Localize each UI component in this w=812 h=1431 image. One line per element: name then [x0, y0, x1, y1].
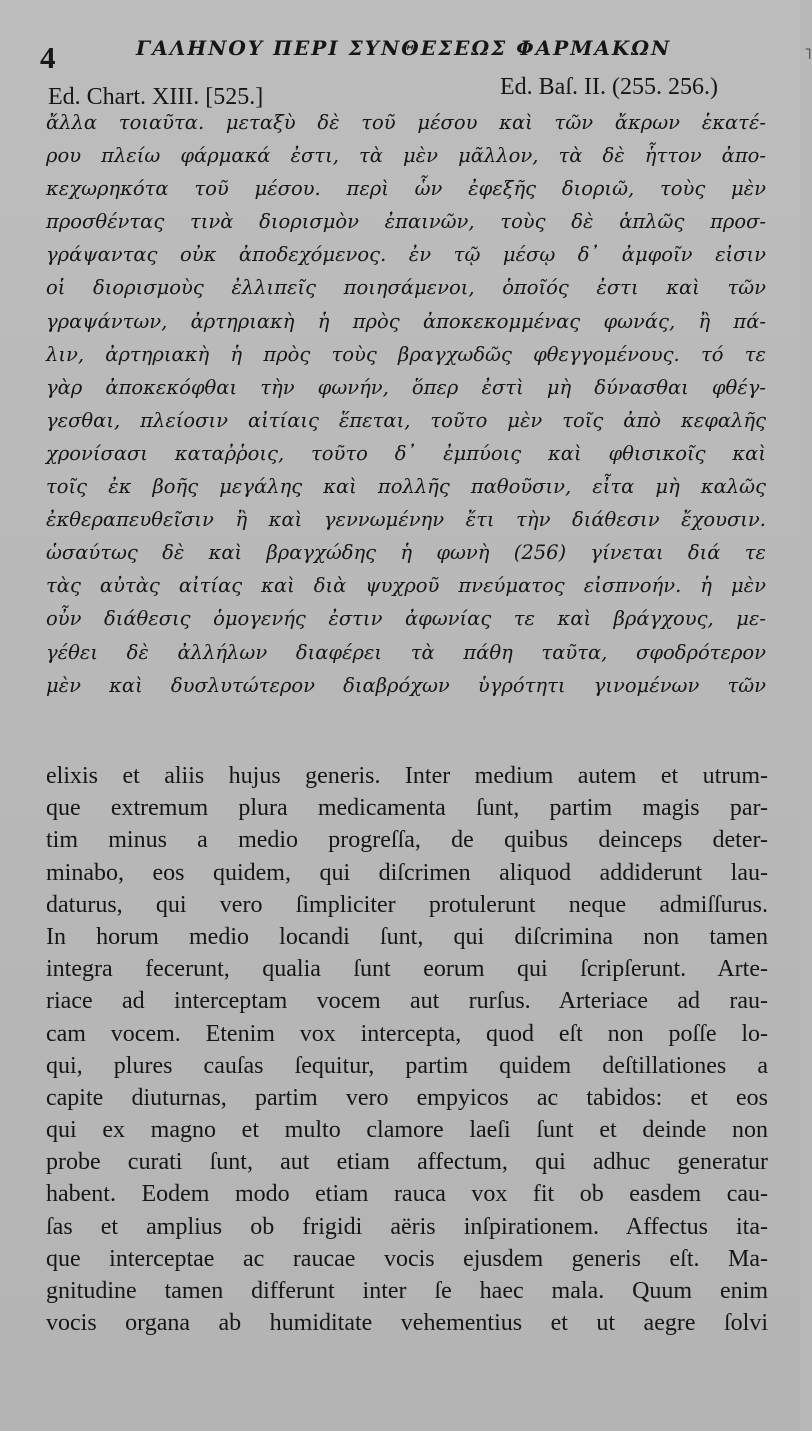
latin-text-line: gnitudine tamen differunt inter ſe haec mala. Quum enim [46, 1278, 768, 1304]
latin-text-line: vocis organa ab humiditate vehementius et ut aegre ſolvi [46, 1310, 768, 1337]
greek-text-line: γέθει δὲ ἀλλήλων διαφέρει τὰ πάθη ταῦτα, σφοδρότερον [46, 640, 766, 664]
latin-text-line: que extremum plura medicamenta ſunt, partim magis par- [46, 795, 768, 822]
greek-text-line: χρονίσασι καταῤῥοις, τοῦτο δ᾽ ἐμπύοις καὶ φθισικοῖς καὶ [46, 441, 766, 465]
greek-text-line: ἐκθεραπευθεῖσιν ἢ καὶ γεννωμένην ἔτι τὴν διάθεσιν ἔχουσιν. [46, 508, 766, 532]
latin-text-line: daturus, qui vero ſimpliciter protulerunt neque admiſſurus. [46, 891, 768, 918]
page-header [40, 30, 812, 75]
latin-text-line: probe curati ſunt, aut etiam affectum, qui adhuc generatur [46, 1149, 768, 1176]
greek-text-line: ὡσαύτως δὲ καὶ βραγχώδης ἡ φωνὴ (256) γίνεται διά τε [46, 541, 766, 565]
running-title: ΓΑΛΗΝΟΥ ΠΕΡΙ ΣΥΝΘΕΣΕΩΣ ΦΑΡΜΑΚΩΝ [136, 36, 672, 60]
greek-text-line: τοῖς ἐκ βοῆς μεγάλης καὶ πολλῆς παθοῦσιν, εἶτα μὴ καλῶς [46, 475, 766, 499]
latin-text-line: tim minus a medio progreſſa, de quibus deinceps deter- [46, 827, 768, 854]
latin-text-block [46, 760, 768, 1339]
latin-text-line: ſas et amplius ob frigidi aëris inſpirationem. Affectus ita- [46, 1213, 768, 1240]
greek-text-line: ρου πλείω φάρμακά ἐστι, τὰ μὲν μᾶλλον, τὰ δὲ ἧττον ἀπο- [46, 144, 766, 168]
edition-reference-right: Ed. Baſ. II. (255. 256.) [500, 74, 718, 100]
greek-text-line: κεχωρηκότα τοῦ μέσου. περὶ ὧν ἐφεξῆς διοριῶ, τοὺς μὲν [46, 177, 766, 201]
latin-text-line: capite diuturnas, partim vero empyicos ac tabidos: et eos [46, 1084, 768, 1111]
latin-text-line: riace ad interceptam vocem aut rurſus. Arteriace ad rau- [46, 988, 768, 1015]
latin-text-line: qui ex magno et multo clamore laeſi ſunt et deinde non [46, 1117, 768, 1144]
greek-text-line: γράψαντας οὐκ ἀποδεχόμενος. ἐν τῷ μέσῳ δ᾽ ἀμφοῖν εἰσιν [46, 243, 766, 267]
page-number: 4 [40, 40, 56, 75]
greek-text-line: τὰς αὐτὰς αἰτίας καὶ διὰ ψυχροῦ πνεύματος εἰσπνοήν. ἡ μὲν [46, 574, 766, 598]
latin-text-line: integra fecerunt, qualia ſunt eorum qui ſcripſerunt. Arte- [46, 956, 768, 983]
greek-text-line: οὖν διάθεσις ὁμογενής ἐστιν ἀφωνίας τε καὶ βράγχους, με- [46, 607, 766, 631]
latin-text-line: elixis et aliis hujus generis. Inter medium autem et utrum- [46, 763, 768, 789]
corner-mark: ˥ [804, 44, 812, 63]
latin-text-line: que interceptae ac raucae vocis ejusdem generis eſt. Ma- [46, 1245, 768, 1272]
greek-text-line: λιν, ἀρτηριακὴ ἡ πρὸς τοὺς βραγχωδῶς φθεγγομένους. τό τε [46, 342, 766, 366]
latin-text-line: minabo, eos quidem, qui diſcrimen aliquod addiderunt lau- [46, 859, 768, 886]
greek-text-line: γὰρ ἀποκεκόφθαι τὴν φωνήν, ὅπερ ἐστὶ μὴ δύνασθαι φθέγ- [46, 375, 766, 399]
greek-text-line: προσθέντας τινὰ διορισμὸν ἐπαινῶν, τοὺς δὲ ἁπλῶς προσ- [46, 210, 766, 234]
greek-text-line: γεσθαι, πλείοσιν αἰτίαις ἕπεται, τοῦτο μὲν τοῖς ἀπὸ κεφαλῆς [46, 408, 766, 432]
greek-text-line: μὲν καὶ δυσλυτώτερον διαβρόχων ὑγρότητι γινομένων τῶν [46, 673, 766, 697]
latin-text-line: In horum medio locandi ſunt, qui diſcrimina non tamen [46, 923, 768, 950]
greek-text-line: ἄλλα τοιαῦτα. μεταξὺ δὲ τοῦ μέσου καὶ τῶν ἄκρων ἑκατέ- [46, 111, 766, 134]
greek-text-block [46, 106, 766, 702]
latin-text-line: qui, plures cauſas ſequitur, partim quidem deſtillationes a [46, 1052, 768, 1079]
edition-reference-left: Ed. Chart. XIII. [525.] [48, 84, 264, 110]
latin-text-line: cam vocem. Etenim vox intercepta, quod eſt non poſſe lo- [46, 1020, 768, 1047]
greek-text-line: γραψάντων, ἀρτηριακὴ ἡ πρὸς ἀποκεκομμένας φωνάς, ἢ πά- [46, 309, 766, 333]
greek-text-line: οἱ διορισμοὺς ἐλλιπεῖς ποιησάμενοι, ὁποῖός ἐστι καὶ τῶν [46, 276, 766, 300]
latin-text-line: habent. Eodem modo etiam rauca vox fit ob easdem cau- [46, 1181, 768, 1208]
